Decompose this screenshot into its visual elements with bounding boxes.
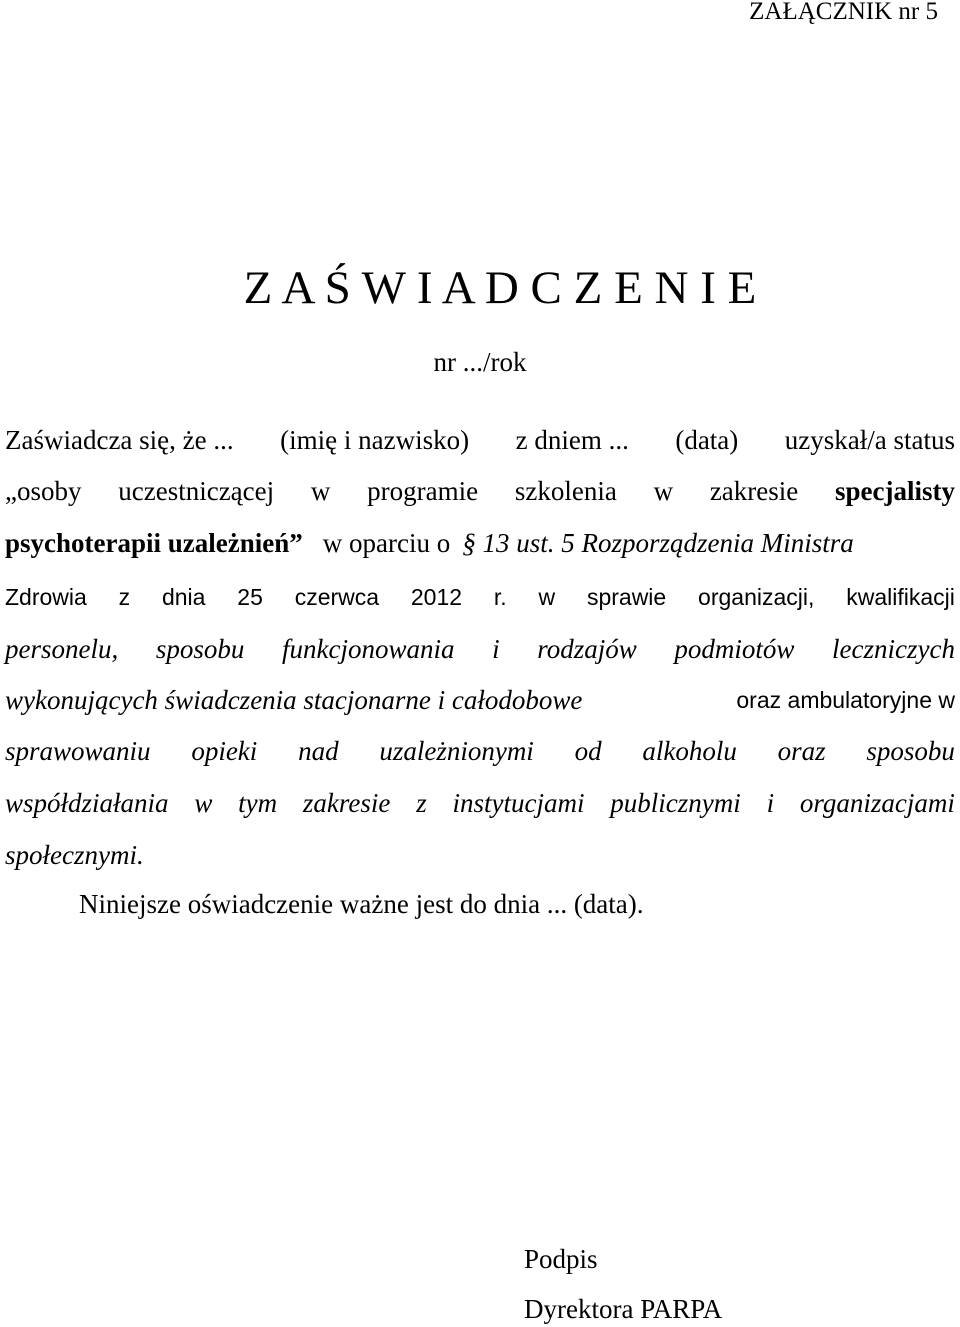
body-word: w [653, 476, 674, 506]
body-word: w [538, 584, 556, 610]
body-word: z [416, 788, 427, 818]
body-word: czerwca [294, 584, 380, 610]
body-line-9: społecznymi. [5, 840, 144, 870]
body-word: uczestniczącej [118, 476, 275, 506]
body-word: sprawie [586, 584, 667, 610]
validity-statement: Niniejsze oświadczenie ważne jest do dnia ... (data). [79, 889, 644, 919]
signature-label: Podpis [524, 1244, 598, 1274]
body-line-8 [5, 786, 955, 820]
body-word: tym [238, 788, 278, 818]
body-word: w [310, 476, 331, 506]
body-word: szkolenia [514, 476, 617, 506]
body-text: oraz ambulatoryjne w [736, 687, 955, 713]
body-word: 25 [237, 584, 263, 610]
body-word: zakresie [302, 788, 391, 818]
body-word: rodzajów [537, 634, 637, 664]
body-word: oraz [777, 736, 826, 766]
body-line-1 [5, 423, 955, 457]
body-word: sposobu [866, 736, 955, 766]
body-line-2 [5, 474, 955, 508]
body-word: r. [493, 584, 507, 610]
body-line-6 [5, 683, 955, 717]
body-word: organizacjami [799, 788, 955, 818]
document-number: nr .../rok [433, 347, 527, 377]
body-text: Zaświadcza się, że ... [5, 425, 234, 455]
body-word: w [194, 788, 213, 818]
body-word: publicznymi [610, 788, 741, 818]
body-word: „osoby [5, 476, 82, 506]
body-word: zakresie [709, 476, 799, 506]
body-word: kwalifikacji [846, 584, 955, 610]
body-word: sposobu [155, 634, 245, 664]
body-word: leczniczych [832, 634, 955, 664]
body-word: z [118, 584, 131, 610]
body-word: i [766, 788, 775, 818]
annex-label: ZAŁĄCZNIK nr 5 [749, 0, 938, 25]
body-word: opieki [191, 736, 258, 766]
body-line-3 [5, 526, 955, 560]
body-text: uzyskał/a status [784, 425, 955, 455]
specialty-name-bold: specjalisty [835, 476, 955, 506]
body-line-4 [5, 580, 955, 614]
body-text: (imię i nazwisko) [280, 425, 470, 455]
body-text: (data) [675, 425, 739, 455]
signature-role: Dyrektora PARPA [524, 1294, 723, 1324]
body-word: personelu, [5, 634, 119, 664]
body-word: programie [367, 476, 479, 506]
body-word: organizacji, [698, 584, 815, 610]
body-line-7 [5, 734, 955, 768]
body-text: w oparciu o [322, 528, 451, 558]
body-word: od [574, 736, 602, 766]
body-word: współdziałania [5, 788, 169, 818]
body-word: nad [298, 736, 339, 766]
specialty-name-bold: psychoterapii uzależnień” [5, 528, 303, 558]
body-word: i [492, 634, 500, 664]
body-word: 2012 [410, 584, 463, 610]
body-line-5 [5, 632, 955, 666]
body-word: uzależnionymi [379, 736, 534, 766]
body-word: instytucjami [452, 788, 585, 818]
body-word: podmiotów [674, 634, 795, 664]
body-word: Zdrowia [5, 584, 87, 610]
body-word: sprawowaniu [5, 736, 151, 766]
body-word: dnia [161, 584, 206, 610]
body-text: wykonujących świadczenia stacjonarne i całodobowe [5, 685, 583, 715]
document-title: Z A Ś W I A D C Z E N I E [243, 262, 757, 314]
body-text: z dniem ... [515, 425, 629, 455]
legal-reference: § 13 ust. 5 Rozporządzenia Ministra [462, 528, 854, 558]
body-word: alkoholu [642, 736, 737, 766]
body-word: funkcjonowania [282, 634, 455, 664]
